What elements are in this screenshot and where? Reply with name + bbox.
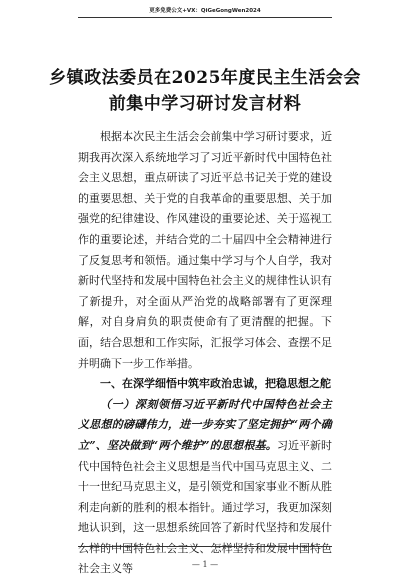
section-heading: 一、在深学细悟中筑牢政治忠诚，把稳思想之舵 — [100, 377, 331, 391]
intro-paragraph: 根据本次民主生活会会前集中学习研讨要求，近期我再次深入系统地学习了习近平新时代中国特色社会主义思想，重点研读了习近平总书记关于党的建设的重要思想、关于党的自我革命的重要思想、关于加强党的纪律建设、作风建设的重要论述、关于巡视工作的重要论述，并结合党的二十届四中全会精神进行了反复思考和领悟。通过集中学习与个人自学，我对新时代坚持和发展中国特色社会主义的规律性认识有了新提升，对全面从严治党的战略部署有了更深理解，对自身肩负的职责使命有了更清醒的把握。下面，结合思想和工作实际，汇报学习体会、查摆不足并明确下一步工作举措。 — [78, 130, 332, 370]
document-title-line-2: 前集中学习研讨发言材料 — [108, 94, 302, 114]
document-title-line-1: 乡镇政法委员在2025年度民主生活会会 — [49, 68, 361, 88]
subsection-heading: （一）深刻领悟习近平新时代中国特色社会主义思想的磅礴伟力，进一步夯实了坚定拥护“两个确立”、坚决做到“两个维护”的思想根基。 — [78, 397, 332, 452]
subsection-paragraph — [78, 395, 332, 580]
subsection-text: 习近平新时代中国特色社会主义思想是当代中国马克思主义、二十一世纪马克思主义，是引领党和国家事业不断从胜利走向新的胜利的根本指针。通过学习，我更加深刻地认识到，这一思想系统回答了新时代坚持和发展什么样的中国特色社会主义、怎样坚持和发展中国特色社会主义等 — [78, 438, 333, 576]
footer-divider — [78, 546, 332, 547]
document-body — [78, 127, 332, 580]
header-divider — [78, 17, 332, 18]
page-number: — 1 — — [191, 560, 219, 569]
page-header-note: 更多免费公文+VX：QiGeGongWen2024 — [149, 8, 261, 14]
